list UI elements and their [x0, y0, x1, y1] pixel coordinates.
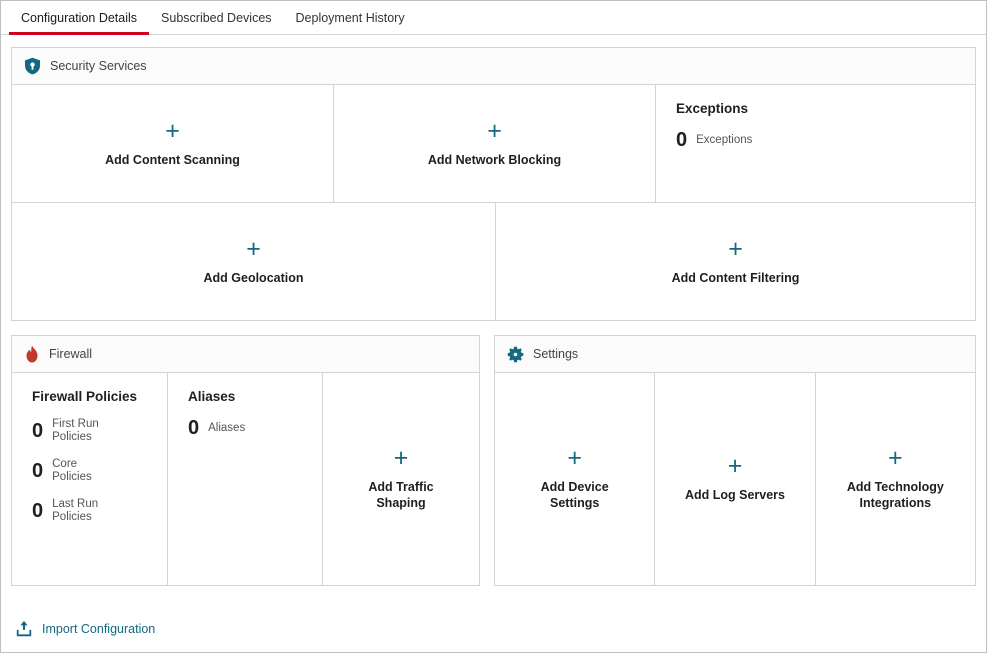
- tab-label: Configuration Details: [21, 11, 138, 25]
- core-policies-label: Core Policies: [52, 458, 92, 483]
- firewall-policies-heading: Firewall Policies: [32, 389, 138, 404]
- settings-title: Settings: [533, 347, 579, 361]
- plus-icon: +: [393, 444, 409, 472]
- firewall-header: [12, 336, 479, 373]
- last-run-policies-label: Last Run Policies: [52, 498, 99, 523]
- add-network-blocking-tile[interactable]: [334, 85, 656, 202]
- aliases-label: Aliases: [208, 421, 246, 434]
- tile-label: Add Traffic Shaping: [368, 480, 434, 510]
- tab-label: Deployment History: [295, 11, 405, 25]
- exceptions-count: 0: [676, 129, 688, 151]
- exceptions-stat-row: [676, 130, 961, 150]
- aliases-heading: Aliases: [188, 389, 236, 404]
- aliases-panel[interactable]: [168, 373, 323, 585]
- tile-label: Add Log Servers: [684, 488, 785, 502]
- exceptions-panel[interactable]: [656, 85, 975, 202]
- add-content-scanning-tile[interactable]: [12, 85, 334, 202]
- tile-label: Add Technology Integrations: [846, 480, 944, 510]
- tile-label: Add Geolocation: [203, 270, 304, 285]
- firewall-card: [11, 335, 480, 586]
- footer: [1, 610, 986, 652]
- tile-label: Add Content Filtering: [671, 270, 800, 285]
- plus-icon: +: [165, 116, 180, 145]
- first-run-policies-count: 0: [32, 420, 44, 442]
- plus-icon: +: [567, 444, 582, 472]
- security-row-2: [12, 203, 975, 320]
- import-configuration-link[interactable]: Import Configuration: [42, 622, 156, 636]
- firewall-body: [12, 373, 479, 585]
- add-geolocation-tile[interactable]: [12, 203, 496, 320]
- security-services-title: Security Services: [50, 59, 147, 73]
- add-technology-integrations-tile[interactable]: [815, 373, 975, 585]
- import-icon[interactable]: [15, 620, 33, 638]
- tab-label: Subscribed Devices: [161, 11, 272, 25]
- content-area: [1, 35, 986, 586]
- aliases-stat-row: [188, 418, 308, 438]
- gear-icon: [507, 346, 524, 363]
- add-device-settings-tile[interactable]: [495, 373, 654, 585]
- core-policies-row: [32, 458, 153, 484]
- last-run-policies-count: 0: [32, 500, 44, 522]
- flame-icon: [24, 345, 40, 363]
- aliases-count: 0: [188, 417, 200, 439]
- first-run-policies-row: [32, 418, 153, 444]
- tile-label: Add Device Settings: [540, 480, 609, 510]
- plus-icon: +: [728, 234, 743, 263]
- plus-icon: +: [727, 452, 743, 480]
- add-log-servers-tile[interactable]: [654, 373, 814, 585]
- firewall-title: Firewall: [49, 347, 93, 361]
- exceptions-label: Exceptions: [696, 133, 753, 146]
- tile-label: Add Content Scanning: [105, 152, 240, 167]
- security-services-header: [12, 48, 975, 85]
- plus-icon: +: [487, 116, 502, 145]
- add-traffic-shaping-tile[interactable]: [323, 373, 479, 585]
- add-content-filtering-tile[interactable]: [496, 203, 975, 320]
- exceptions-heading: Exceptions: [676, 101, 749, 116]
- core-policies-count: 0: [32, 460, 44, 482]
- tile-label: Add Network Blocking: [427, 152, 562, 167]
- security-row-1: [12, 85, 975, 203]
- tab-subscribed-devices[interactable]: [149, 7, 283, 35]
- tab-configuration-details[interactable]: [9, 7, 149, 35]
- security-services-card: [11, 47, 976, 321]
- plus-icon: +: [246, 234, 261, 263]
- security-services-body: [12, 85, 975, 320]
- shield-icon: [24, 57, 41, 75]
- plus-icon: +: [888, 444, 903, 472]
- firewall-policies-panel[interactable]: [12, 373, 168, 585]
- bottom-row: [11, 335, 976, 586]
- tab-bar: [1, 1, 986, 35]
- last-run-policies-row: [32, 498, 153, 524]
- settings-card: [494, 335, 976, 586]
- settings-body: [495, 373, 975, 585]
- first-run-policies-label: First Run Policies: [52, 418, 99, 443]
- tab-deployment-history[interactable]: [284, 7, 417, 35]
- settings-header: [495, 336, 975, 373]
